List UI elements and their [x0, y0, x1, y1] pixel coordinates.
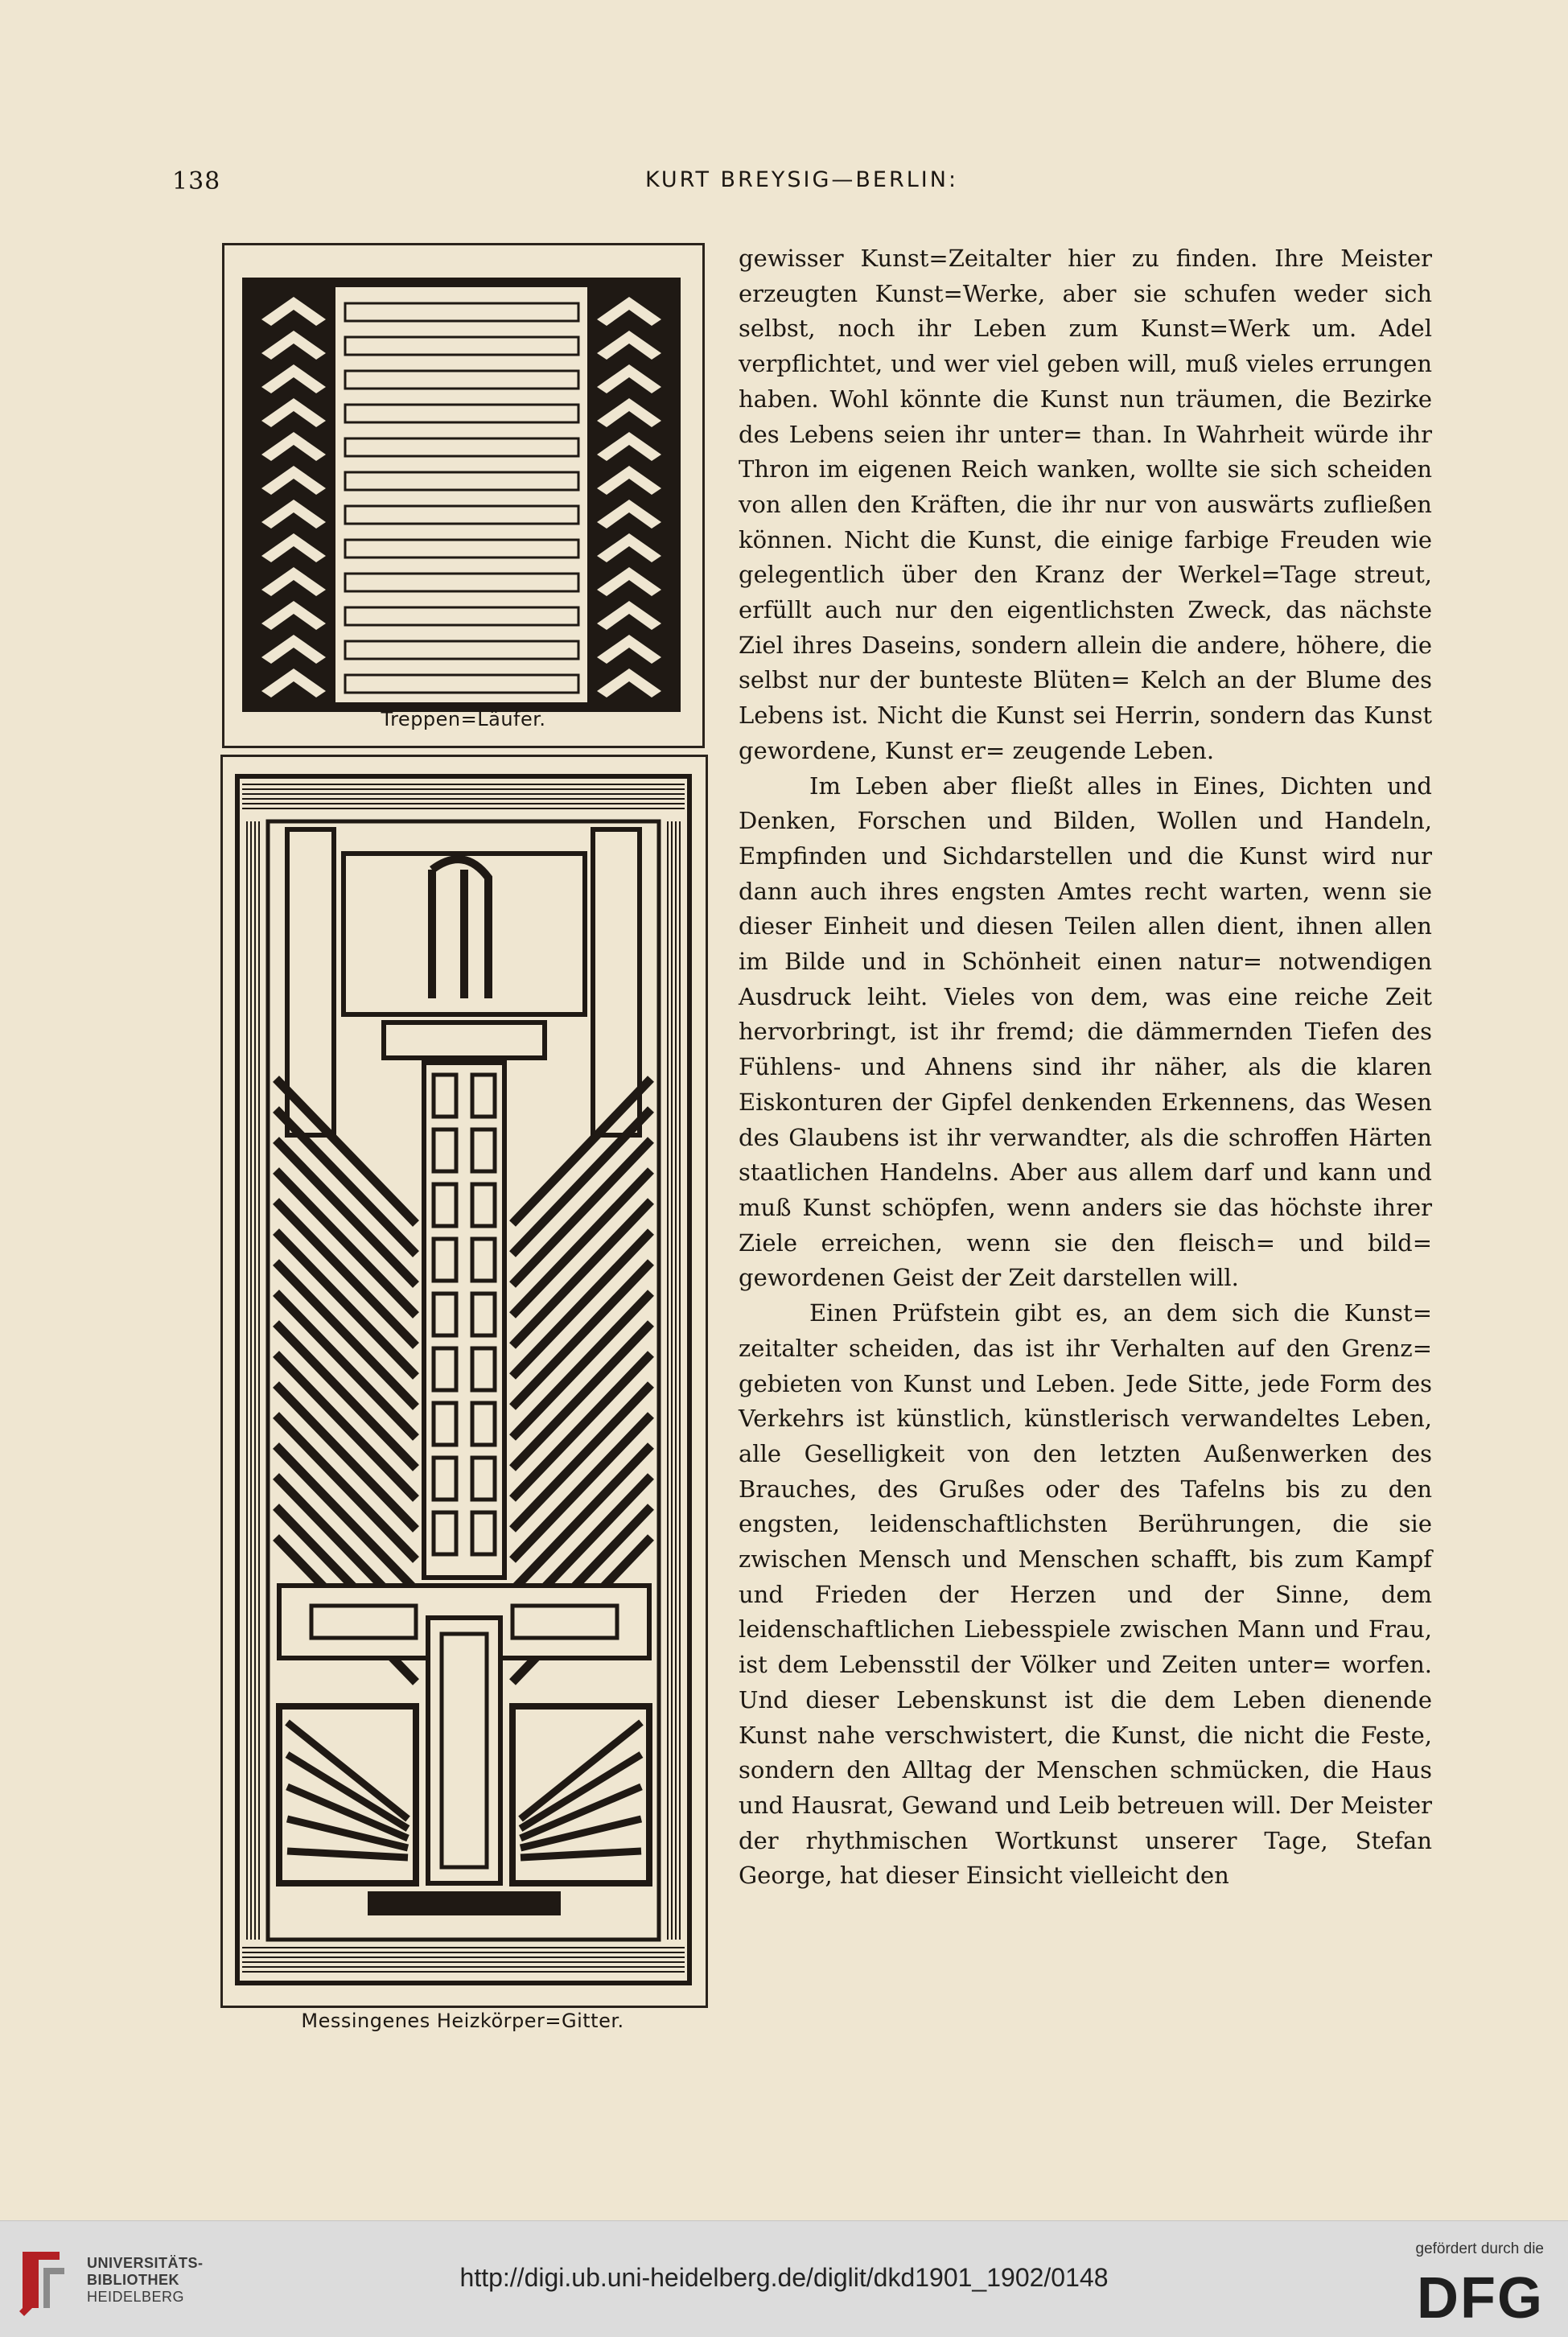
- runner-stripe: [345, 472, 578, 490]
- runner-stripe: [345, 506, 578, 524]
- grille-lower-diagonal: [287, 1851, 408, 1858]
- grille-spine-slot: [434, 1348, 456, 1390]
- sponsor-label: gefördert durch die: [1415, 2240, 1544, 2257]
- grille-diagonal: [512, 1293, 651, 1438]
- grille-hook: [432, 859, 488, 998]
- library-name-line: HEIDELBERG: [87, 2289, 185, 2305]
- grille-lower-spine: [428, 1618, 500, 1883]
- grille-column-left: [287, 829, 334, 1135]
- grille-diagonal: [512, 1415, 651, 1560]
- grille-diagonal: [276, 1079, 416, 1224]
- grille-spine-slot: [434, 1458, 456, 1500]
- grille-spine-slot: [434, 1403, 456, 1445]
- grille-spine-slot: [472, 1294, 495, 1335]
- grille-spine-slot: [472, 1239, 495, 1281]
- grille-spine-slot: [472, 1458, 495, 1500]
- grille-spine-slot: [434, 1075, 456, 1117]
- library-name-line: UNIVERSITÄTS-: [87, 2255, 204, 2271]
- grille-diagonal: [512, 1171, 651, 1315]
- grille-crossbar: [384, 1022, 545, 1058]
- running-head: [172, 167, 1431, 203]
- grille-spine-slot: [434, 1184, 456, 1226]
- runner-stripe: [345, 438, 578, 456]
- runner-stripe: [345, 607, 578, 625]
- running-title: KURT BREYSIG—BERLIN:: [644, 167, 959, 192]
- grille-spine-slot: [472, 1512, 495, 1554]
- grille-spine-slot: [472, 1075, 495, 1117]
- paragraph: Einen Prüfstein gibt es, an dem sich die Kunst= zeitalter scheiden, das ist ihr Verhalten auf den Grenz= gebieten von Kunst und Leben. Jede Sitte, jede Form des Verkehrs ist künstlich, künstlerisch verwandeltes Leben, alle Geselligkeit von den letzten Außenwerken des Brauches, des Grußes oder des Tafelns bis zu den engsten, leidenschaftlichsten Berührungen, die sie zwischen Mensch und Menschen schafft, bis zum Kampf und Frieden der Herzen und der Sinne, dem leidenschaftlichen Liebesspiele zwischen Mann und Frau, ist dem Lebensstil der Völker und Zeiten unter= worfen. Und dieser Lebenskunst ist die dem Leben dienende Kunst nahe verschwistert, die Kunst, die nicht die Feste, sondern den Alltag der Menschen schmücken, die Haus und Hausrat, Gewand und Leib betreuen will. Der Meister der rhythmischen Wortkunst unserer Tage, Stefan George, hat dieser Einsicht vielleicht den: [739, 1299, 1432, 1890]
- runner-stripe: [345, 405, 578, 422]
- grille-diagonal: [276, 1354, 416, 1499]
- figure-caption-stair-runner: Treppen=Läufer.: [381, 708, 546, 730]
- permalink-url[interactable]: http://digi.ub.uni-heidelberg.de/diglit/dkd1901_1902/0148: [459, 2263, 1109, 2292]
- grille-base-block: [368, 1891, 561, 1915]
- paragraph: gewisser Kunst=Zeitalter hier zu finden. Ihre Meister erzeugten Kunst=Werke, aber sie schufen weder sich selbst, noch ihr Leben zum Kunst=Werk um. Adel verpflichtet, und wer viel geben will, muß vieles errungen haben. Wohl könnte die Kunst nun träumen, die Bezirke des Lebens seien ihr unter= than. In Wahrheit würde ihr Thron im eigenen Reich wanken, wollte sie sich scheiden von allen den Kräften, die ihr nur von auswärts zufließen können. Nicht die Kunst, die einige farbige Freuden wie gelegentlich über den Kranz der Werkel=Tage streut, erfüllt auch nur den eigentlichsten Zweck, das nächste Ziel ihres Daseins, sondern allein die andere, höhere, die selbst nur der bunteste Blüten= Kelch an der Blume des Lebens ist. Nicht die Kunst sei Herrin, sondern das Kunst gewordene, Kunst er= zeugende Leben.: [739, 245, 1432, 764]
- grille-diagonal: [512, 1140, 651, 1285]
- grille-diagonal: [512, 1201, 651, 1346]
- grille-diagonal: [276, 1171, 416, 1315]
- body-text: [739, 241, 1432, 1894]
- paragraph: Im Leben aber fließt alles in Eines, Dichten und Denken, Forschen und Bilden, Wollen und Handeln, Empfinden und Sichdarstellen und die Kunst wird nur dann auch ihres engsten Amtes recht warten, wenn sie dieser Einheit und diesen Teilen allen dient, ihnen allen im Bilde und in Schönheit einen natur= notwendigen Ausdruck leiht. Vieles von dem, was eine reiche Zeit hervorbringt, ist ihr fremd; die dämmernden Tiefen des Fühlens- und Ahnens sind ihr näher, als die klaren Eiskonturen der Gipfel denkenden Erkennens, das Wesen des Glaubens ist ihr verwandter, als die schroffen Härten staatlichen Handelns. Aber aus allem darf und kann und muß Kunst schöpfen, wenn anders sie das höchste ihrer Ziele erreichen, wenn sie den fleisch= und bild= gewordenen Geist der Zeit darstellen will.: [739, 771, 1432, 1292]
- grille-diagonal: [512, 1109, 651, 1254]
- grille-diagonal: [276, 1262, 416, 1407]
- figure-radiator-grille: [220, 755, 708, 2008]
- runner-stripe: [345, 675, 578, 693]
- grille-lower-diagonal: [521, 1722, 641, 1819]
- grille-diagonal: [512, 1385, 651, 1529]
- runner-stripe: [345, 574, 578, 591]
- grille-lower-diagonal: [287, 1722, 408, 1819]
- runner-stripe: [345, 641, 578, 659]
- page-number: 138: [172, 167, 221, 195]
- grille-diagonal: [276, 1415, 416, 1560]
- runner-stripe: [345, 371, 578, 389]
- grille-spine-slot: [472, 1348, 495, 1390]
- grille-column-right: [593, 829, 640, 1135]
- grille-spine-slot: [434, 1129, 456, 1171]
- grille-diagonal: [512, 1262, 651, 1407]
- grille-spine-slot: [434, 1512, 456, 1554]
- grille-diagonal: [276, 1446, 416, 1590]
- grille-spine-slot: [472, 1403, 495, 1445]
- grille-spine-slot: [434, 1239, 456, 1281]
- dfg-logo[interactable]: DFG: [1417, 2266, 1544, 2331]
- grille-spine-slot: [472, 1129, 495, 1171]
- grille-spine-slot: [434, 1294, 456, 1335]
- grille-diagonal: [512, 1079, 651, 1224]
- grille-diagonal: [276, 1232, 416, 1376]
- grille-diagonal: [512, 1232, 651, 1376]
- grille-diagonal: [512, 1354, 651, 1499]
- runner-stripe: [345, 303, 578, 321]
- grille-diagonal: [276, 1109, 416, 1254]
- library-name-line: BIBLIOTHEK: [87, 2272, 179, 2288]
- figure-stair-runner: [222, 243, 705, 748]
- runner-stripe: [345, 540, 578, 558]
- radiator-grille-illustration: [223, 757, 706, 2006]
- grille-diagonal: [276, 1293, 416, 1438]
- grille-diagonal: [276, 1140, 416, 1285]
- grille-diagonal: [512, 1323, 651, 1468]
- viewer-footer: [0, 2220, 1568, 2337]
- grille-spine-slot: [472, 1184, 495, 1226]
- grille-lower-diagonal: [521, 1851, 641, 1858]
- figure-caption-radiator-grille: Messingenes Heizkörper=Gitter.: [301, 2010, 624, 2032]
- stair-runner-illustration: [224, 245, 702, 746]
- grille-diagonal: [276, 1201, 416, 1346]
- runner-stripe: [345, 337, 578, 355]
- grille-diagonal: [276, 1323, 416, 1468]
- grille-diagonal: [512, 1446, 651, 1590]
- grille-diagonal: [276, 1385, 416, 1529]
